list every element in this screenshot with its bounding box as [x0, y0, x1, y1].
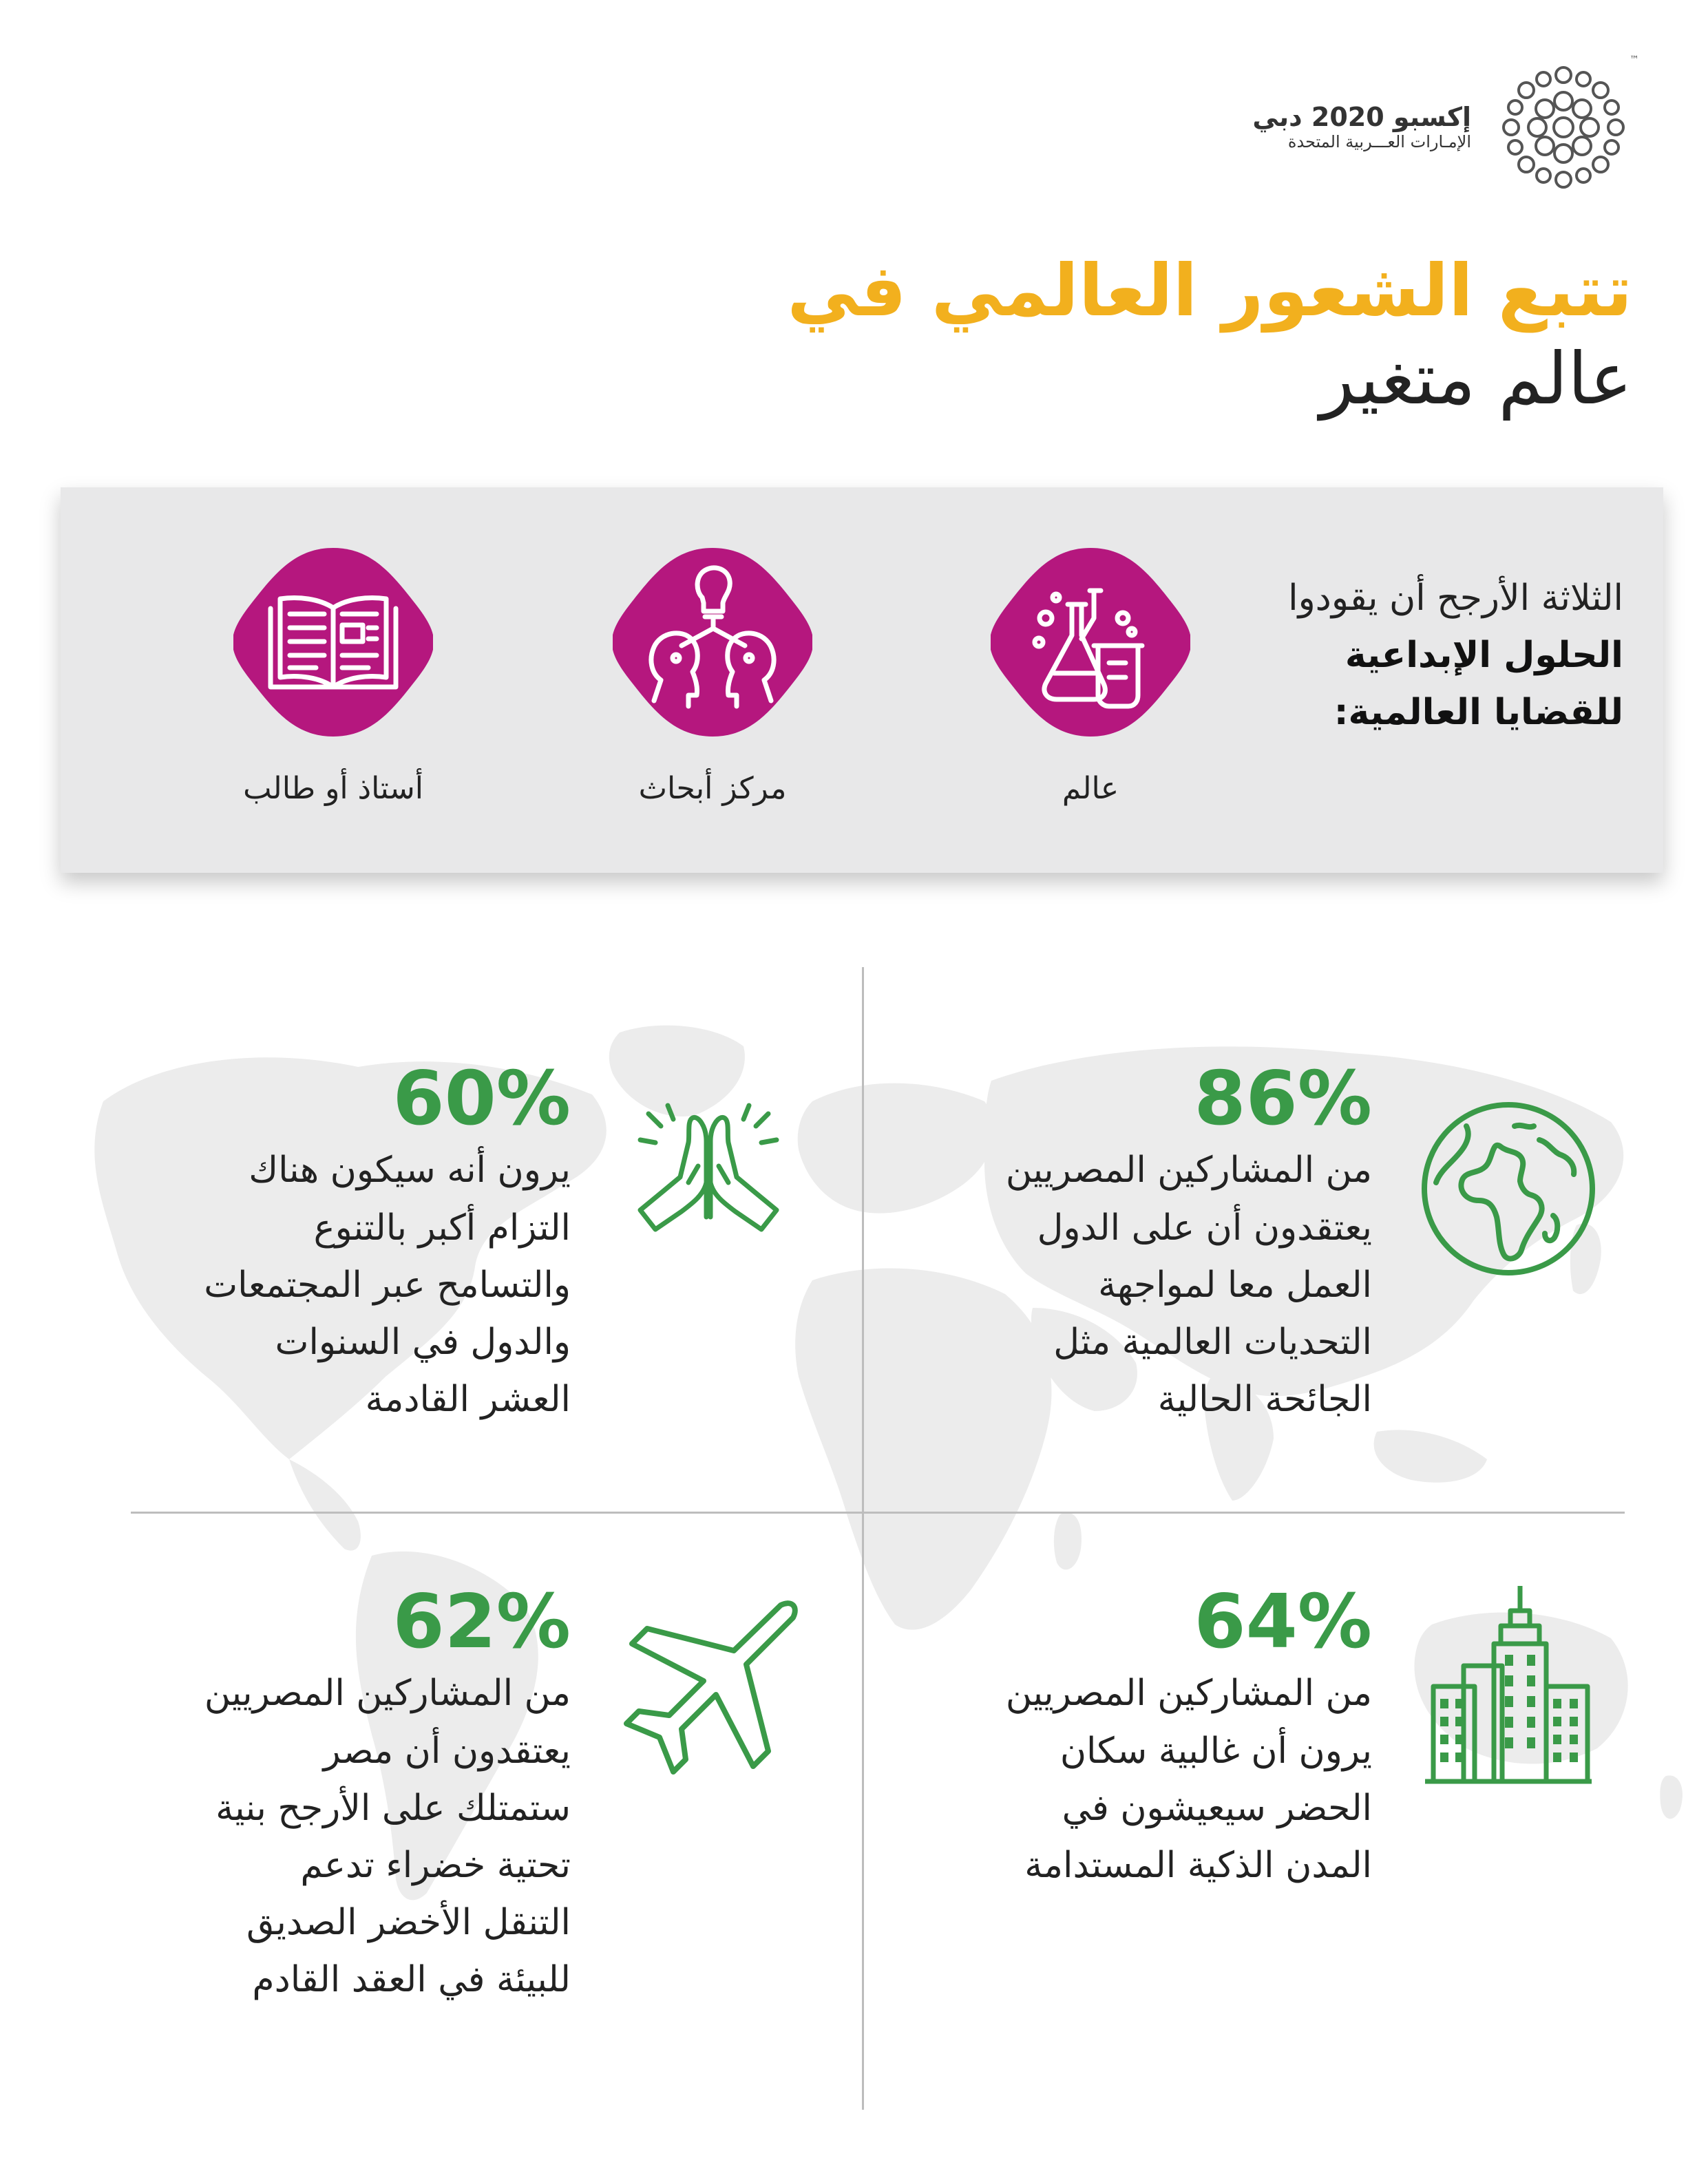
open-book-icon [233, 542, 433, 742]
trademark-symbol: ™ [1630, 54, 1639, 65]
expo-emblem-icon [1495, 54, 1639, 196]
stat-86-line-3: العمل معا لمواجهة [1098, 1264, 1372, 1306]
leader-label-scientist: عالم [1062, 771, 1119, 806]
stat-86-percent: 86% [1194, 1056, 1372, 1142]
stat-64-line-4: المدن الذكية المستدامة [1024, 1844, 1372, 1886]
stat-60-line-3: والتسامح عبر المجتمعات [204, 1264, 571, 1306]
grid-divider-vertical [862, 967, 864, 2110]
title-line-1: تتبع الشعور العالمي في [787, 248, 1632, 332]
stat-62-line-3: ستمتلك على الأرجح بنية [215, 1787, 571, 1829]
stat-62-line-4: تحتية خضراء تدعم [300, 1844, 571, 1886]
airplane-icon [618, 1596, 803, 1780]
page-title [787, 248, 1632, 423]
stat-62 [204, 1579, 571, 2009]
stat-60-percent: 60% [392, 1056, 571, 1142]
globe-icon [1418, 1099, 1599, 1279]
logo-title: إكسبو 2020 دبي [1252, 101, 1471, 132]
stat-86-line-5: الجائحة الحالية [1157, 1379, 1372, 1421]
stat-86 [1005, 1056, 1372, 1428]
title-line-2: عالم متغير [1320, 336, 1632, 421]
leader-item-research-center [609, 542, 816, 806]
people-idea-icon [613, 542, 812, 742]
city-buildings-icon [1422, 1583, 1594, 1784]
leaders-intro-line-1: الثلاثة الأرجح أن يقودوا [1288, 578, 1623, 619]
stat-60-line-4: والدول في السنوات [275, 1321, 571, 1363]
leaders-intro-line-2: الحلول الإبداعية [1345, 635, 1623, 677]
stat-60 [204, 1056, 571, 1428]
leaders-card [61, 487, 1663, 873]
leader-item-scientist [987, 542, 1194, 806]
stat-86-line-1: من المشاركين المصريين [1005, 1150, 1372, 1192]
expo-logo [1252, 54, 1639, 196]
stat-62-line-2: يعتقدون أن مصر [323, 1730, 571, 1772]
stat-60-line-1: يرون أنه سيكون هناك [249, 1150, 571, 1192]
logo-subtitle: الإمـارات العـــربية المتحدة [1287, 132, 1471, 152]
leader-label-research-center: مركز أبحاث [638, 771, 787, 806]
science-flask-icon [991, 542, 1190, 742]
stat-60-line-2: التزام أكبر بالتنوع [313, 1207, 571, 1249]
stat-60-line-5: العشر القادمة [365, 1379, 571, 1421]
stat-86-line-2: يعتقدون أن على الدول [1037, 1207, 1372, 1249]
leaders-intro-line-3: للقضايا العالمية: [1333, 692, 1623, 734]
stat-64-percent: 64% [1194, 1579, 1372, 1665]
stat-64-line-3: الحضر سيعيشون في [1062, 1787, 1372, 1829]
stat-86-line-4: التحديات العالمية مثل [1053, 1321, 1372, 1363]
stat-62-line-5: التنقل الأخضر الصديق [246, 1902, 571, 1944]
stat-62-line-1: من المشاركين المصريين [204, 1673, 571, 1715]
grid-divider-horizontal [131, 1512, 1625, 1514]
stat-62-percent: 62% [392, 1579, 571, 1665]
stat-62-line-6: للبيئة في العقد القادم [252, 1959, 571, 2001]
stat-64 [1005, 1579, 1372, 1894]
leader-label-teacher-or-student: أستاذ أو طالب [243, 771, 423, 806]
stat-64-line-2: يرون أن غالبية سكان [1059, 1730, 1372, 1772]
leader-item-teacher-or-student [230, 542, 436, 806]
stat-64-line-1: من المشاركين المصريين [1005, 1673, 1372, 1715]
leaders-intro [1183, 570, 1623, 742]
praying-hands-icon [633, 1100, 783, 1235]
